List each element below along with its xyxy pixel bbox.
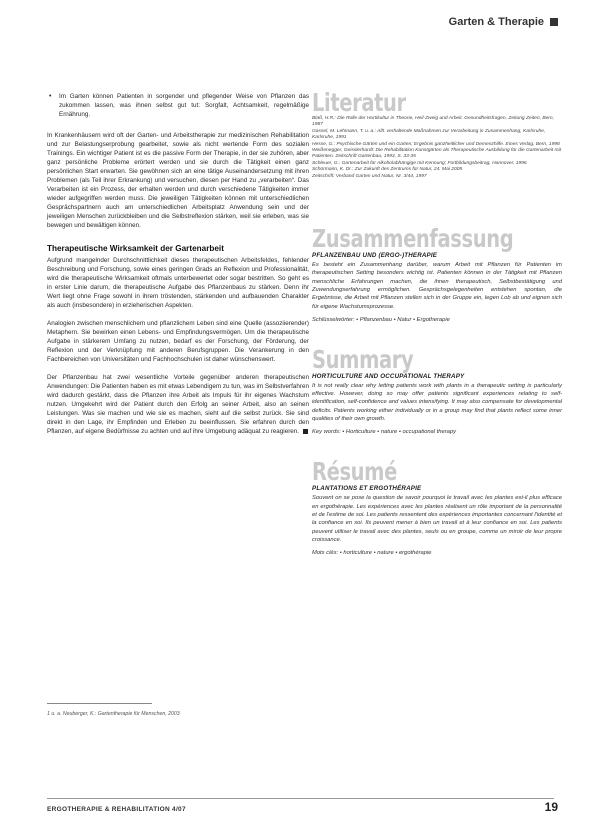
section-header — [449, 16, 558, 28]
abstract-body: It is not really clear why letting patients work with plants in a therapeutic setting is particularly effective. However, doing so may offer patients significant experiences relating to self-identification, self-confidence and values intensifying. It may also compensate for developmental deficits. Patients working either individually or in a group may find that plants reflect some inner qualities of their own growth. — [312, 382, 562, 423]
abstract-french — [312, 459, 562, 556]
zusammenfassung-title: Zusammenfassung — [312, 224, 514, 254]
bullet-item — [47, 92, 309, 119]
literature-item: Zeitschrift: Verband Garten und Natur, Nr. 3/44, 1997 — [312, 173, 427, 179]
resume-title: Résumé — [312, 457, 397, 487]
footnote: 1 u. a. Neuberger, K.: Gartentherapie für Menschen, 2003 — [47, 711, 180, 717]
literature-item: Schleuer, G.: Gartenarbeit für Alkoholabhängige mit Kennung; Fortbildungsbeitrag, Hannover, 1996 — [312, 160, 527, 166]
section-heading: Therapeutische Wirksamkeit der Gartenarbeit — [47, 244, 224, 253]
journal-footer: ERGOTHERAPIE & REHABILITATION 4/07 — [47, 806, 186, 813]
literature-title: Literatur — [312, 88, 406, 117]
literature-item: Gassel, M. Lehmann, T. u. a.: Allt. verhaltende Maßnahmen zur Verarbeitung in Zusammenhang, Karlsruhe, Karlsruhe, 1991 — [312, 128, 546, 141]
literature-list — [312, 116, 562, 180]
page-number: 19 — [544, 800, 558, 814]
abstract-heading: PLANTATIONS ET ERGOTHÉRAPIE — [312, 485, 422, 493]
abstract-english — [312, 344, 562, 436]
header-square-icon — [550, 18, 558, 26]
section-title: Garten & Therapie — [448, 16, 544, 28]
abstract-heading: HORTICULTURE AND OCCUPATIONAL THERAPY — [312, 372, 465, 380]
literature-item: Weißenegger, Geisslerhardt: Die Rehabilitation Kunstgärten als Therapeutische Ausbildung für die Gartenarbeit mit Patienten. Zeitschrift Gartenbau, 1993, S. 33-35 — [312, 148, 562, 160]
final-paragraph-text: Der Pflanzenbau hat zwei wesentliche Vorteile gegenüber anderen therapeutischen Anwendungen: Die Patienten haben es mit etwas Lebendigem zu tun, was im Selbstverfahren wird dadurch gestärkt, dass die Pflanzen ihre Arbeit als Impuls für ihr eigenes Wachstum nutzen. Umgekehrt wird der Patient durch den Erfolg an seiner Arbeit, also an seinen Leistungen. Was sie machen und wie sie es machen, sieht auf die selbst zurück. Sie sind direkt in den Lage, ihr Empfinden und Erleben zu beeinflussen. Sie erfahren durch den Pflanzen, auf eigene Bedürfnisse zu achten und auf ihre Umgebung adäquat zu reagieren. — [47, 374, 309, 435]
body-paragraph: Analogien zwischen menschlichem und pflanzlichem Leben sind eine Quelle (assoziierender) Metaphern. Sie bewirken einen Lebens- und Empfindungsvermögen. Um die therapeutische Aufgabe in stärkerem Umfang zu nutzen, bedarf es der Forschung, der Förderung, der Reflexion und der Verknüpfung mit anderen Berufsgruppen. Die Verankerung in den Fachbereichen von Universitäten und Fachhochschulen ist daher wünschenswert. — [47, 320, 309, 363]
summary-title: Summary — [312, 344, 414, 374]
bullet-icon: • — [49, 93, 52, 100]
bullet-text: Im Garten können Patienten in sorgender und pflegender Weise von Pflanzen das zukommen lassen, was ihnen selbst gut tut: Sorgfalt, Achtsamkeit, regelmäßige Ernährung. — [59, 93, 309, 118]
body-paragraph: In Krankenhäusern wird oft der Garten- und Arbeitstherapie zur medizinischen Rehabilitation und zur Belastungserprobung gearbeitet, sowie als nicht wertende Form des sozialen Trainings. Ein wichtiger Patient ist es die passive Form der Therapie, in der sie zuhören, aber ganz persönliche Probleme erörtert werden und sie durch die Tätigkeit einen ganz persönlichen Start erwarten. Sie gewöhnen sich an eine tätige Auseinandersetzung mit ihren Problemen (als Teil ihrer Erkrankung) und versuchen, diesen per Hand zu „verarbeiten“. Das Verarbeiten ist ein Prozess, der erhalten werden und durch verschiedene Tätigkeiten immer wieder aufgegriffen werden muss. Die jeweiligen Tätigkeiten können mit unterschiedlichen Gesprächspartnern auch am unterschiedlichen Arbeitsplatz Anwendung sein und der jeweiligen Menschen zurückbleiben und die Selbstreflexion stärken, weil sie erleben, was sie bewegen und bewältigen können. — [47, 132, 309, 229]
literature-item: Schürmann, K. Dr.: Zur Zukunft des Zentrums für Natur, 24. Mai 2005 — [312, 167, 463, 173]
abstract-german — [312, 226, 562, 323]
footnote-divider — [47, 703, 152, 704]
literature-item: Hesse, G.: Psychische Gärten und ein Garten; Ergebnis ganzheitlicher und Demenzhilfe. Eines Verlag, Bern, 1998 — [312, 141, 560, 147]
abstract-body: Souvent on se pose la question de savoir pourquoi le travail avec les plantes est-il plus efficace en ergothérapie. Les expériences avec les plantes réalisent un rôle important de la personnalité et de l'estime de soi. Les patients ressentent des expériences importantes concernant l'identité et la confiance en soi. Ils peuvent mener à bien un travail et à leur confiance en soi. Les patients peuvent utiliser le travail avec des plantes, seuls ou en groupe, comme un miroir de leur propre croissance. — [312, 495, 562, 543]
literature-item: Blaß, H.R.: Die Rolle der Hortikultur in Theorie, Heil-Zweig und Arbeit. Gesundheitsfragen, Zeitung Zeiten, Bern, 1987 — [312, 116, 555, 128]
body-paragraph: Aufgrund mangelnder Durchschnittlichkeit dieses therapeutischen Arbeitsfeldes, fehlender Beschreibung und Forschung, sowie eines geringen Grads an Reflexion und Professionalität, wird die therapeutische Wirksamkeit oftmals unterbewertet oder sogar bestritten. So geht es in erster Linie darum, die therapeutische Aufgabe des Pflanzenbaus zu stärken. Denn ihr Wert liegt ohne Frage sowohl in ihrem tröstenden, stärkenden und aufbauenden Charakter als auch (insbesondere) in erzieherischen Aspekten. — [47, 257, 309, 309]
end-mark-icon — [303, 429, 308, 434]
left-column — [47, 92, 309, 445]
right-column — [312, 90, 562, 556]
keywords: Key words: • Horticulture • nature • occupational therapy — [312, 429, 456, 436]
abstract-body: Es besteht ein Zusammenhang darüber, warum Arbeit mit Pflanzen für Patienten im therapeutischen Setting besonders wichtig ist. Patienten können in der Tätigkeit mit Pflanzen menschliche Erfahrungen machen, die ihnen therapeutisch, Selbstbestätigung und Zuwendungserfahrung ermöglichen. Gesprächsgelegenheiten entstehen spontan, die Ergebnisse, die Arbeit mit Pflanzen stellen sich in der Gruppe ein, legen Lob ab und eignen sich für eigene Wachstumsprozesse. — [312, 262, 562, 310]
abstract-heading: PFLANZENBAU UND (ERGO-)THERAPIE — [312, 252, 438, 260]
keywords: Schlüsselwörter: • Pflanzenbau • Natur • Ergotherapie — [312, 316, 450, 323]
body-paragraph — [47, 373, 309, 436]
keywords: Mots clés: • horticulture • nature • ergothérapie — [312, 550, 432, 557]
footer-divider — [47, 798, 554, 799]
